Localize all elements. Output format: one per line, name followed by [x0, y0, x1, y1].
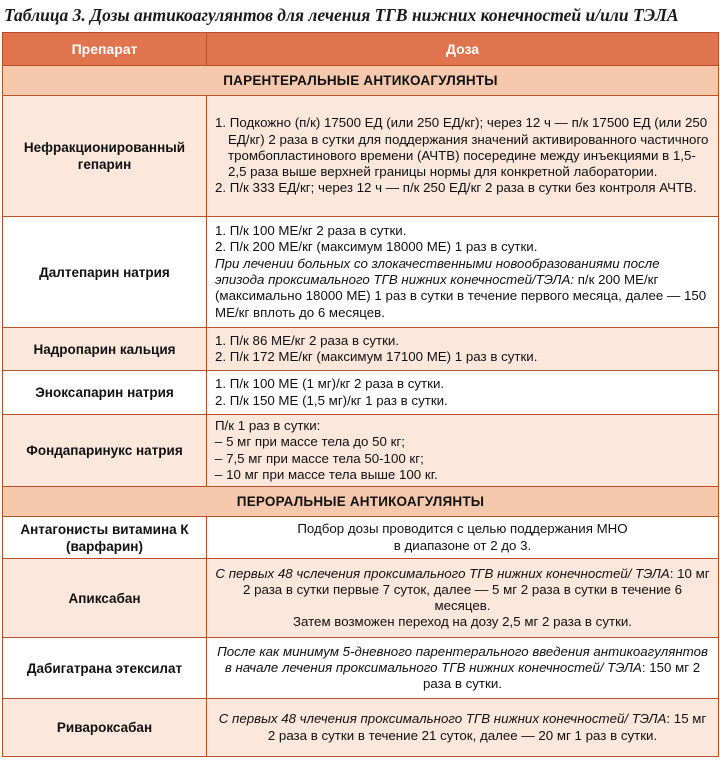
dose-line: 2. П/к 200 МЕ/кг (максимум 18000 МЕ) 1 раз в сутки.: [215, 239, 538, 255]
dose-line: Затем возможен переход на дозу 2,5 мг 2 раза в сутки.: [292, 614, 633, 630]
drug-name: Фондапаринукс натрия: [3, 415, 207, 487]
table-row: [3, 517, 719, 559]
dose-line: – 7,5 мг при массе тела 50-100 кг;: [215, 450, 424, 466]
dose-note-italic: После как минимум 5-дневного парентерального введения антикоагулянтов в начале лечения проксимального ТГВ нижних конечностей/ ТЭЛА: [217, 643, 708, 676]
anticoagulant-dose-table: [2, 32, 719, 757]
dose-cell: [207, 559, 719, 638]
dose-cell: [207, 517, 719, 559]
dose-cell: [207, 699, 719, 757]
drug-name: Антагонисты витамина К (варфарин): [3, 517, 207, 559]
dose-line: П/к 1 раз в сутки:: [215, 418, 321, 433]
dose-line: 1. Подкожно (п/к) 17500 ЕД (или 250 ЕД/кг); через 12 ч — п/к 17500 ЕД (или 250 ЕД/кг) 2 раза в сутки для поддержания значений активированного частичного тромбопластинового времени (АЧТВ) посередине между инъекциями в 1,5-2,5 раза выше верхней границы нормы для конкретной лаборатории.: [215, 115, 709, 180]
dose-line: [215, 566, 710, 615]
table-row: [3, 415, 719, 487]
dose-line: [215, 644, 710, 693]
dose-line: – 5 мг при массе тела до 50 кг;: [215, 434, 405, 450]
dose-line: 1. П/к 100 МЕ (1 мг)/кг 2 раза в сутки.: [215, 376, 445, 392]
dose-note-text: : 15 мг 2 раза в сутки в течение 21 суток, далее — 20 мг 1 раз в сутки.: [267, 711, 707, 743]
dose-line: 1. П/к 86 МЕ/кг 2 раза в сутки.: [215, 332, 400, 348]
drug-name: Нефракционированный гепарин: [3, 96, 207, 217]
section-row-oral: [3, 487, 719, 517]
drug-name: Надропарин кальция: [3, 328, 207, 371]
section-title-oral: ПЕРОРАЛЬНЫЕ АНТИКОАГУЛЯНТЫ: [3, 487, 719, 517]
drug-name: Далтепарин натрия: [3, 217, 207, 328]
dose-line: Подбор дозы проводится с целью поддержания МНО: [297, 521, 628, 537]
table-row: [3, 371, 719, 415]
dose-cell: [207, 638, 719, 699]
table-row: [3, 328, 719, 371]
dose-cell: [207, 371, 719, 415]
dose-line: 1. П/к 100 МЕ/кг 2 раза в сутки.: [215, 223, 407, 239]
dose-note-text: : 10 мг 2 раза в сутки первые 7 суток, далее — 5 мг 2 раза в сутки в течение 6 месяцев.: [242, 565, 710, 614]
table-row: [3, 96, 719, 217]
table-row: [3, 559, 719, 638]
dose-line: 2. П/к 172 МЕ/кг (максимум 17100 МЕ) 1 раз в сутки.: [215, 349, 538, 364]
table-row: [3, 217, 719, 328]
column-header-drug: Препарат: [3, 33, 207, 66]
drug-name: Апиксабан: [3, 559, 207, 638]
drug-name: Эноксапарин натрия: [3, 371, 207, 415]
drug-name: Ривароксабан: [3, 699, 207, 757]
dose-note-text: : 150 мг 2 раза в сутки.: [423, 660, 701, 692]
drug-name: Дабигатрана этексилат: [3, 638, 207, 699]
column-header-dose: Доза: [207, 33, 719, 66]
table-caption: Таблица 3. Дозы антикоагулянтов для лечения ТГВ нижних конечностей и/или ТЭЛА: [4, 5, 679, 25]
dose-cell: [207, 217, 719, 328]
section-row-parenteral: [3, 66, 719, 96]
dose-cell: [207, 328, 719, 371]
dose-cell: [207, 96, 719, 217]
dose-note-italic: С первых 48 чслечения проксимального ТГВ нижних конечностей/ ТЭЛА: [215, 565, 670, 581]
dose-line: [215, 711, 710, 744]
dose-cell: [207, 415, 719, 487]
table-row: [3, 699, 719, 757]
dose-line: – 10 мг при массе тела выше 100 кг.: [215, 466, 438, 482]
table-header-row: [3, 33, 719, 66]
table-row: [3, 638, 719, 699]
dose-line: [215, 256, 710, 321]
dose-note-italic: При лечении больных со злокачественными новообразованиями после эпизода проксимального ТГВ нижних конечностей/ТЭЛА:: [215, 255, 660, 287]
dose-note-italic: С первых 48 члечения проксимального ТГВ нижних конечностей/ ТЭЛА: [218, 711, 667, 727]
dose-line: 2. П/к 150 МЕ (1,5 мг)/кг 1 раз в сутки.: [215, 392, 448, 408]
dose-line: 2. П/к 333 ЕД/кг; через 12 ч — п/к 250 ЕД/кг 2 раза в сутки без контроля АЧТВ.: [215, 180, 697, 196]
dose-line: в диапазоне от 2 до 3.: [393, 537, 532, 553]
dose-note-text: п/к 200 МЕ/кг (максимально 18000 МЕ) 1 раз в сутки в течение первого месяца, далее — 150 МЕ/кг вплоть до 6 месяцев.: [215, 272, 707, 320]
section-title-parenteral: ПАРЕНТЕРАЛЬНЫЕ АНТИКОАГУЛЯНТЫ: [3, 66, 719, 96]
